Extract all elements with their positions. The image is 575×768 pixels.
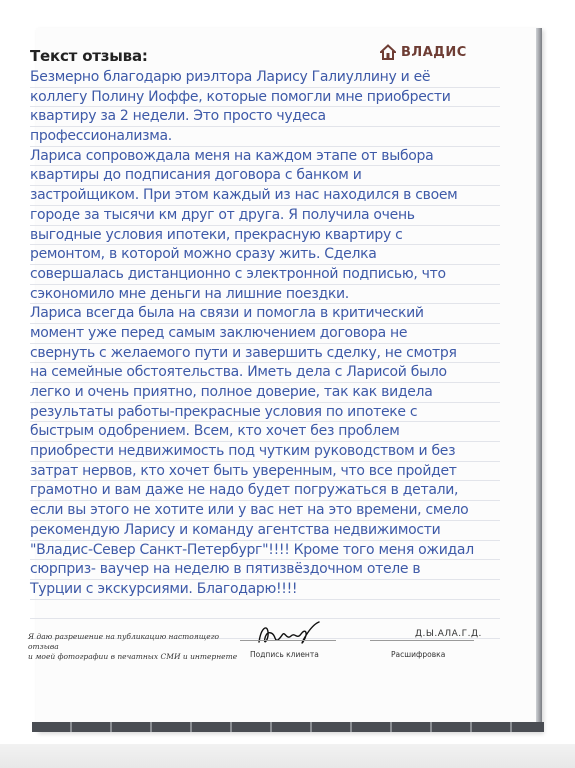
review-line: совершалась дистанционно с электронной подписью, что	[30, 265, 500, 285]
signature-line	[240, 640, 336, 641]
review-line: грамотно и вам даже не надо будет погружаться в детали,	[30, 481, 500, 501]
review-line: профессионализма.	[30, 127, 500, 147]
page-edge	[536, 28, 542, 732]
review-line: сэкономило мне деньги на лишние поездки.	[30, 285, 500, 305]
signature-caption: Подпись клиента	[250, 650, 319, 659]
review-line: момент уже перед самым заключением договора не	[30, 324, 500, 344]
review-line: свернуть с желаемого пути и завершить сделку, не смотря	[30, 344, 500, 364]
background-surface	[0, 744, 575, 768]
review-line: ремонтом, в которой можно сразу жить. Сделка	[30, 245, 500, 265]
brand-logo	[380, 44, 467, 60]
review-line: застройщиком. При этом каждый из нас находился в своем	[30, 186, 500, 206]
review-line: Безмерно благодарю риэлтора Ларису Галиуллину и её	[30, 68, 500, 88]
consent-line: Я даю разрешение на публикацию настоящего отзыва	[28, 632, 220, 651]
review-line: Турции с экскурсиями. Благодарю!!!!	[30, 580, 500, 600]
review-line: рекомендую Ларису и команду агентства недвижимости	[30, 521, 500, 541]
review-line: приобрести недвижимость под чутким руководством и без	[30, 442, 500, 462]
review-line: выгодные условия ипотеки, прекрасную квартиру с	[30, 226, 500, 246]
review-heading: Текст отзыва:	[30, 47, 148, 65]
decoding-caption: Расшифровка	[391, 650, 446, 659]
decoding-line	[370, 640, 474, 641]
review-line: Лариса всегда была на связи и помогла в критический	[30, 304, 500, 324]
page-bottom-edge	[32, 722, 544, 732]
ruled-line	[30, 600, 500, 620]
review-line: быстрым одобрением. Всем, кто хочет без проблем	[30, 422, 500, 442]
review-line: если вы этого не хотите или у вас нет на это времени, смело	[30, 501, 500, 521]
review-line: затрат нервов, кто хочет быть уверенным, что все пройдет	[30, 462, 500, 482]
signature-decoding: Д.Ы.АЛА.Г.Д.	[415, 629, 482, 639]
review-line: результаты работы-прекрасные условия по ипотеке с	[30, 403, 500, 423]
review-line: сюрприз- ваучер на неделю в пятизвёздочном отеле в	[30, 560, 500, 580]
review-line: Лариса сопровождала меня на каждом этапе от выбора	[30, 147, 500, 167]
review-line: квартиры до подписания договора с банком и	[30, 166, 500, 186]
review-line: "Владис-Север Санкт-Петербург"!!!! Кроме того меня ожидал	[30, 541, 500, 561]
review-text	[30, 68, 500, 639]
review-line: городе за тысячи км друг от друга. Я получила очень	[30, 206, 500, 226]
publication-consent	[28, 632, 238, 662]
review-line: легко и очень приятно, полное доверие, так как видела	[30, 383, 500, 403]
consent-line: и моей фотографии в печатных СМИ и интернете	[28, 652, 238, 661]
review-line: коллегу Полину Иоффе, которые помогли мне приобрести	[30, 88, 500, 108]
house-logo-icon	[380, 44, 396, 60]
brand-name: ВЛАДИС	[401, 44, 467, 60]
review-line: на семейные обстоятельства. Иметь дела с Ларисой было	[30, 363, 500, 383]
review-line: квартиру за 2 недели. Это просто чудеса	[30, 107, 500, 127]
